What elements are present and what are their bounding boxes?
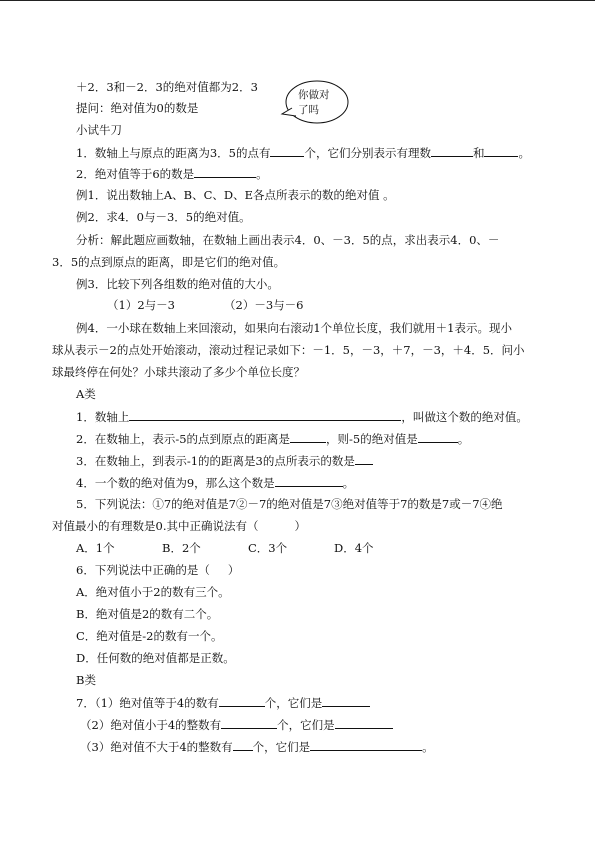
answer-blank[interactable] — [310, 739, 422, 751]
example-3-part-2: （2）－3与－6 — [224, 298, 304, 312]
text: （2）绝对值小于4的整数有 — [80, 718, 222, 732]
text-line: ＋2．3和－2．3的绝对值都为2．3 — [76, 80, 258, 94]
answer-blank[interactable] — [129, 409, 401, 421]
answer-blank[interactable] — [221, 717, 277, 729]
b-question-7-part-2 — [80, 717, 393, 733]
example-4-line-3: 球最终停在何处？小球共滚动了多少个单位长度？ — [52, 365, 305, 379]
b-question-7-part-1 — [76, 695, 370, 711]
text: ） — [227, 563, 240, 577]
text: 2．绝对值等于6的数是 — [76, 167, 195, 181]
option-b: B．绝对值是2的数有二个。 — [76, 607, 219, 621]
question-2 — [76, 166, 268, 182]
example-1: 例1．说出数轴上A、B、C、D、E各点所表示的数的绝对值 。 — [76, 188, 395, 202]
text: 。 — [457, 432, 470, 446]
text: 6．下列说法中正确的是（ — [76, 563, 210, 577]
a-question-5-line-2 — [52, 519, 306, 534]
text: 。 — [422, 740, 434, 754]
text: 7．（1）绝对值等于4的数有 — [76, 696, 219, 710]
text: 4．一个数的绝对值为9，那么这个数是 — [76, 476, 275, 490]
text: （3）绝对值不大于4的整数有 — [80, 740, 233, 754]
a-question-1 — [76, 409, 528, 425]
a-question-6 — [76, 563, 239, 578]
section-heading: 小试牛刀 — [76, 123, 122, 137]
answer-blank[interactable] — [355, 453, 373, 465]
option-d: D．任何数的绝对值都是正数。 — [76, 651, 235, 665]
text: 个，它们是 — [252, 740, 311, 754]
text: 个，它们是 — [277, 718, 335, 732]
question-1 — [76, 145, 530, 161]
bubble-line-1: 你做对 — [298, 89, 330, 101]
text: 2．在数轴上，表示-5的点到原点的距离是 — [76, 432, 291, 446]
option-c: C．3个 — [248, 541, 288, 555]
option-a: A．1个 — [76, 541, 115, 555]
bubble-line-2: 了吗 — [298, 104, 319, 116]
b-question-7-part-3 — [80, 739, 434, 755]
answer-blank[interactable] — [194, 166, 256, 178]
text: 。 — [518, 146, 530, 160]
text: 。 — [256, 167, 268, 181]
answer-blank[interactable] — [322, 695, 370, 707]
analysis-line-1: 分析：解此题应画数轴，在数轴上画出表示4．0、－3．5的点，求出表示4．0、－ — [76, 233, 500, 247]
a-question-5-line-1: 5．下列说法：①7的绝对值是7②－7的绝对值是7③绝对值等于7的数是7或－7④绝 — [76, 497, 503, 511]
answer-blank[interactable] — [484, 145, 518, 157]
option-d: D．4个 — [334, 541, 374, 555]
text: ，则-5的绝对值是 — [326, 432, 418, 446]
text: 。 — [342, 476, 355, 490]
text: 3．在数轴上，到表示-1的的距离是3的点所表示的数是 — [76, 454, 355, 468]
text-line: 提问：绝对值为0的数是 — [76, 101, 199, 115]
text: 对值最小的有理数是0.其中正确说法有（ — [52, 519, 259, 533]
answer-blank[interactable] — [233, 739, 253, 751]
a-question-4 — [76, 475, 354, 491]
text: 个，它们分别表示有理数 — [304, 146, 431, 160]
speech-bubble-text — [298, 88, 330, 118]
analysis-line-2: 3．5的点到原点的距离，即是它们的绝对值。 — [52, 255, 286, 269]
answer-blank[interactable] — [275, 475, 343, 487]
example-4-line-2: 球从表示－2的点处开始滚动，滚动过程记录如下：－1．5，－3，＋7，－3，＋4．5．问小 — [52, 343, 525, 357]
option-c: C．绝对值是-2的数有一个。 — [76, 629, 223, 643]
example-3: 例3．比较下列各组数的绝对值的大小。 — [76, 277, 279, 291]
page-top-border — [0, 0, 595, 1]
answer-blank[interactable] — [418, 431, 458, 443]
option-b: B．2个 — [162, 541, 201, 555]
a-question-3 — [76, 453, 373, 469]
text: ，叫做这个数的绝对值。 — [401, 410, 528, 424]
text: 1．数轴上 — [76, 410, 130, 424]
answer-blank[interactable] — [335, 717, 393, 729]
section-heading: A类 — [76, 387, 96, 401]
answer-blank[interactable] — [431, 145, 473, 157]
text: 个，它们是 — [264, 696, 323, 710]
answer-blank[interactable] — [270, 145, 304, 157]
example-3-part-1: （1）2与－3 — [107, 298, 175, 312]
section-heading: B类 — [76, 673, 96, 687]
example-2: 例2．求4．0与－3．5的绝对值。 — [76, 210, 251, 224]
option-a: A．绝对值小于2的数有三个。 — [76, 585, 230, 599]
text: 1．数轴上与原点的距离为3．5的点有 — [76, 146, 271, 160]
answer-blank[interactable] — [290, 431, 326, 443]
a-question-2 — [76, 431, 469, 447]
example-4-line-1: 例4．一小球在数轴上来回滚动，如果向右滚动1个单位长度，我们就用＋1表示。现小 — [76, 321, 512, 335]
answer-blank[interactable] — [219, 695, 265, 707]
text: 和 — [472, 146, 485, 160]
text: ） — [294, 519, 306, 533]
